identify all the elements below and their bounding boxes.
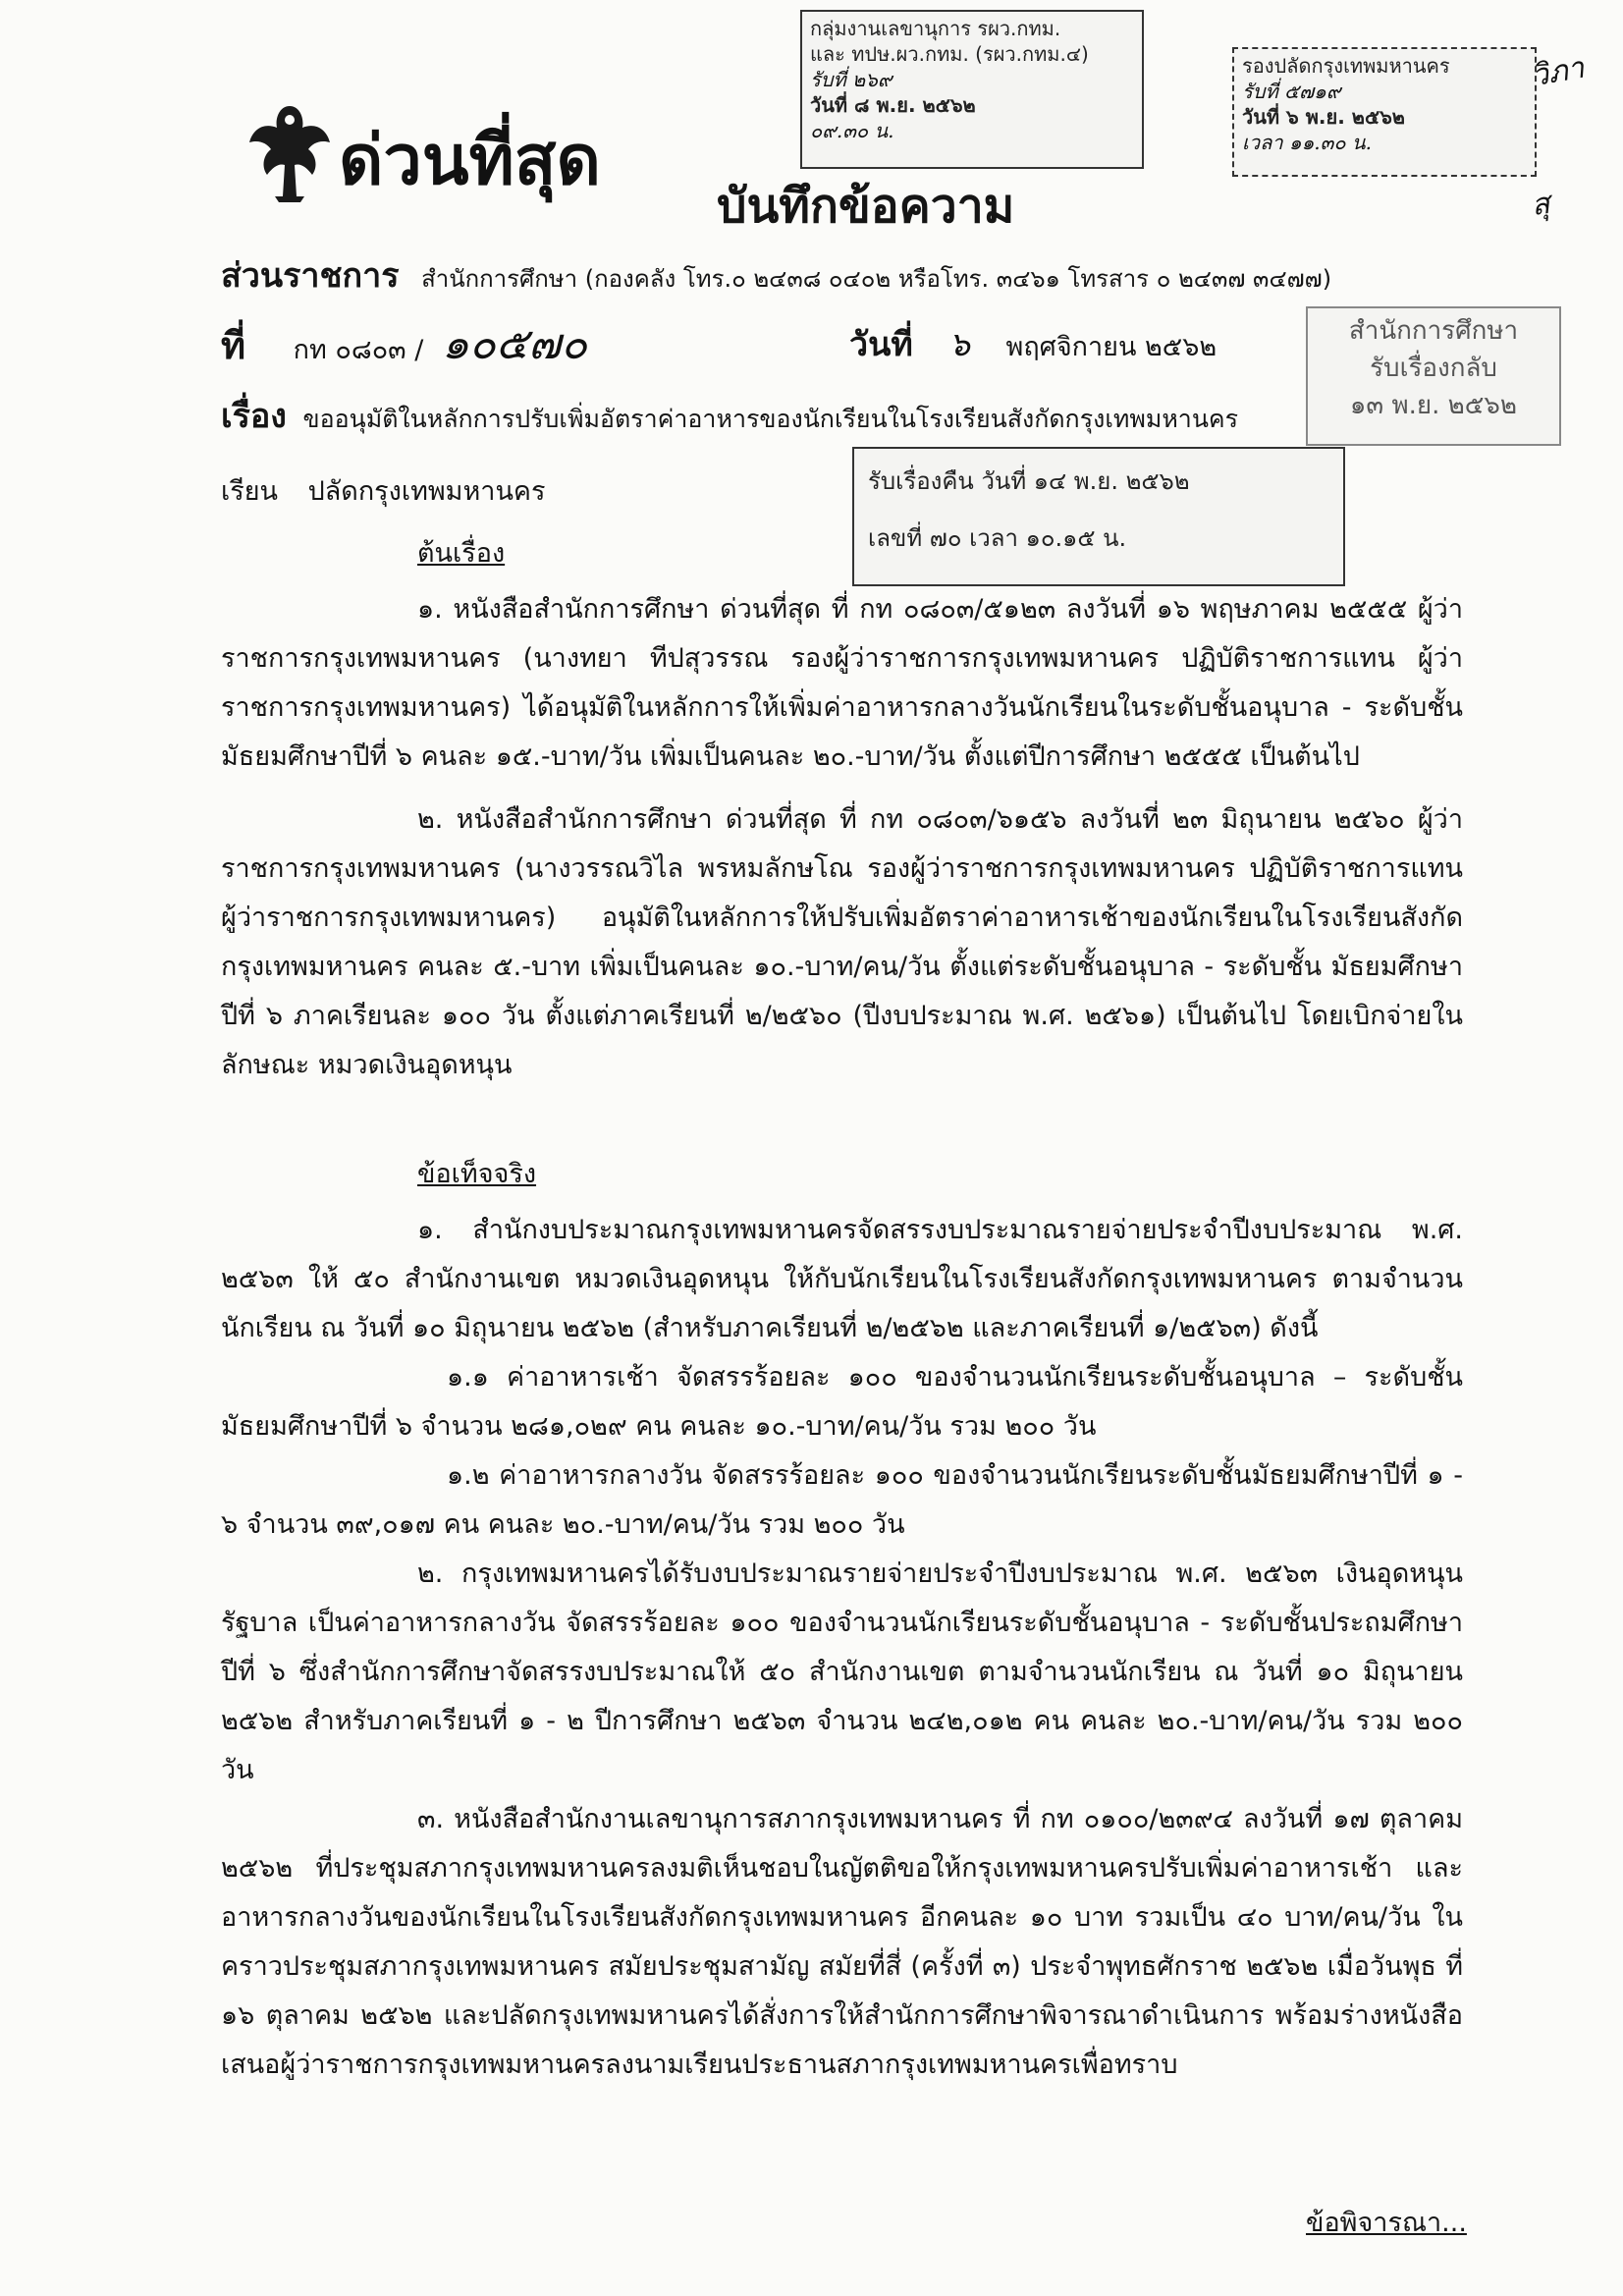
stamp-line: วันที่ ๖ พ.ย. ๒๕๖๒ bbox=[1242, 105, 1405, 129]
stamp-line: รับเรื่องกลับ bbox=[1370, 354, 1497, 383]
stamp-line: ๐๙.๓๐ น. bbox=[810, 119, 894, 142]
stamp-line: เลขที่ ๗๐ เวลา ๑๐.๑๕ น. bbox=[868, 524, 1127, 552]
facts-paragraph-3: ๓. หนังสือสำนักงานเลขานุการสภากรุงเทพมหานคร ที่ กท ๐๑๐๐/๒๓๙๔ ลงวันที่ ๑๗ ตุลาคม ๒๕๖๒ ที่ประชุมสภากรุงเทพมหานครลงมติเห็นชอบในญัตติขอให้กรุงเทพมหานครปรับเพิ่มค่าอาหารเช้า และอาหารกลางวันของนักเรียนในโรงเรียนสังกัดกรุงเทพมหานคร อีกคนละ ๑๐ บาท รวมเป็น ๔๐ บาท/คน/วัน ในคราวประชุมสภากรุงเทพมหานคร สมัยประชุมสามัญ สมัยที่สี่ (ครั้งที่ ๓) ประจำพุทธศักราช ๒๕๖๒ เมื่อวันพุธ ที่ ๑๖ ตุลาคม ๒๕๖๒ และปลัดกรุงเทพมหานครได้สั่งการให้สำนักการศึกษาพิจารณาดำเนินการ พร้อมร่างหนังสือ เสนอผู้ว่าราชการกรุงเทพมหานครลงนามเรียนประธานสภากรุงเทพมหานครเพื่อทราบ bbox=[221, 1804, 1463, 2080]
background-paragraph-1: ๑. หนังสือสำนักการศึกษา ด่วนที่สุด ที่ กท ๐๘๐๓/๕๑๒๓ ลงวันที่ ๑๖ พฤษภาคม ๒๕๕๕ ผู้ว่าราชการกรุงเทพมหานคร (นางทยา ทีปสุวรรณ รองผู้ว่าราชการกรุงเทพมหานคร ปฏิบัติราชการแทน ผู้ว่าราชการกรุงเทพมหานคร) ได้อนุมัติในหลักการให้เพิ่มค่าอาหารกลางวันนักเรียนในระดับชั้นอนุบาล - ระดับชั้นมัธยมศึกษาปีที่ ๖ คนละ ๑๕.-บาท/วัน เพิ่มเป็นคนละ ๒๐.-บาท/วัน ตั้งแต่ปีการศึกษา ๒๕๕๕ เป็นต้นไป bbox=[221, 594, 1463, 772]
stamp-line: รับเรื่องคืน วันที่ ๑๔ พ.ย. ๒๕๖๒ bbox=[868, 467, 1190, 495]
subject-value: ขออนุมัติในหลักการปรับเพิ่มอัตราค่าอาหารของนักเรียนในโรงเรียนสังกัดกรุงเทพมหานคร bbox=[302, 405, 1239, 433]
background-paragraph-2: ๒. หนังสือสำนักการศึกษา ด่วนที่สุด ที่ กท ๐๘๐๓/๖๑๕๖ ลงวันที่ ๒๓ มิถุนายน ๒๕๖๐ ผู้ว่าราชการกรุงเทพมหานคร (นางวรรณวิไล พรหมลักษโณ รองผู้ว่าราชการกรุงเทพมหานคร ปฏิบัติราชการแทน ผู้ว่าราชการกรุงเทพมหานคร) อนุมัติในหลักการให้ปรับเพิ่มอัตราค่าอาหารเช้าของนักเรียนในโรงเรียนสังกัด กรุงเทพมหานคร คนละ ๕.-บาท เพิ่มเป็นคนละ ๑๐.-บาท/คน/วัน ตั้งแต่ระดับชั้นอนุบาล - ระดับชั้น มัธยมศึกษาปีที่ ๖ ภาคเรียนละ ๑๐๐ วัน ตั้งแต่ภาคเรียนที่ ๒/๒๕๖๐ (ปีงบประมาณ พ.ศ. ๒๕๖๑) เป็นต้นไป โดยเบิกจ่ายในลักษณะ หมวดเงินอุดหนุน bbox=[221, 804, 1463, 1080]
reference-number-handwritten: ๑๐๕๗๐ bbox=[441, 319, 587, 369]
urgency-label: ด่วนที่สุด bbox=[339, 119, 601, 200]
reference-value: กท ๐๘๐๓ / bbox=[293, 335, 424, 365]
date-day-handwritten: ๖ bbox=[948, 325, 970, 364]
facts-paragraph-1-1: ๑.๑ ค่าอาหารเช้า จัดสรรร้อยละ ๑๐๐ ของจำนวนนักเรียนระดับชั้นอนุบาล – ระดับชั้น มัธยมศึกษาปีที่ ๖ จำนวน ๒๘๑,๐๒๙ คน คนละ ๑๐.-บาท/คน/วัน รวม ๒๐๐ วัน bbox=[221, 1362, 1463, 1442]
stamp-line: เวลา ๑๑.๓๐ น. bbox=[1242, 131, 1372, 154]
facts-paragraph-1: ๑. สำนักงบประมาณกรุงเทพมหานครจัดสรรงบประมาณรายจ่ายประจำปีงบประมาณ พ.ศ. ๒๕๖๓ ให้ ๕๐ สำนักงานเขต หมวดเงินอุดหนุน ให้กับนักเรียนในโรงเรียนสังกัดกรุงเทพมหานคร ตามจำนวนนักเรียน ณ วันที่ ๑๐ มิถุนายน ๒๕๖๒ (สำหรับภาคเรียนที่ ๒/๒๕๖๒ และภาคเรียนที่ ๑/๒๕๖๓) ดังนี้ bbox=[221, 1215, 1463, 1343]
subject-label: เรื่อง bbox=[221, 397, 287, 436]
stamp-line: รองปลัดกรุงเทพมหานคร bbox=[1242, 54, 1450, 78]
reference-row bbox=[221, 319, 587, 369]
agency-value: สำนักการศึกษา (กองคลัง โทร.๐ ๒๔๓๘ ๐๔๐๒ หรือโทร. ๓๔๖๑ โทรสาร ๐ ๒๔๓๗ ๓๔๗๗) bbox=[421, 265, 1332, 293]
background-heading: ต้นเรื่อง bbox=[417, 538, 506, 569]
facts-paragraph-1-2: ๑.๒ ค่าอาหารกลางวัน จัดสรรร้อยละ ๑๐๐ ของจำนวนนักเรียนระดับชั้นมัธยมศึกษาปีที่ ๑ - ๖ จำนวน ๓๙,๐๑๗ คน คนละ ๒๐.-บาท/คน/วัน รวม ๒๐๐ วัน bbox=[221, 1460, 1463, 1540]
stamp-education-office-return bbox=[1306, 306, 1561, 446]
stamp-line: ๑๓ พ.ย. ๒๕๖๒ bbox=[1349, 391, 1518, 420]
signature-initial-right: สุ bbox=[1529, 186, 1552, 224]
stamp-line: กลุ่มงานเลขานุการ รผว.กทม. bbox=[810, 17, 1061, 40]
stamp-line: และ ทปษ.ผว.กทม. (รผว.กทม.๔) bbox=[810, 42, 1089, 66]
salutation-value: ปลัดกรุงเทพมหานคร bbox=[307, 476, 546, 507]
stamp-line: รับที่ ๕๗๑๙ bbox=[1242, 80, 1341, 103]
date-row bbox=[849, 325, 1217, 364]
stamp-line: รับที่ ๒๖๙ bbox=[810, 68, 893, 91]
date-label: วันที่ bbox=[849, 325, 913, 364]
salutation-row bbox=[221, 476, 545, 508]
signature-initial-top: วิภา bbox=[1529, 50, 1588, 94]
stamp-secretariat bbox=[800, 10, 1144, 169]
stamp-line: วันที่ ๘ พ.ย. ๒๕๖๒ bbox=[810, 93, 976, 117]
stamp-deputy-permanent-secretary bbox=[1232, 47, 1537, 177]
facts-section bbox=[221, 1206, 1463, 2090]
garuda-emblem bbox=[245, 98, 334, 206]
reference-label: ที่ bbox=[221, 324, 246, 367]
continuation-marker: ข้อพิจารณา... bbox=[1306, 2208, 1467, 2238]
stamp-receipt-return bbox=[852, 447, 1345, 586]
agency-row bbox=[221, 256, 1332, 296]
agency-label: ส่วนราชการ bbox=[221, 256, 400, 296]
facts-heading: ข้อเท็จจริง bbox=[417, 1159, 537, 1189]
date-value: พฤศจิกายน ๒๕๖๒ bbox=[1005, 332, 1217, 362]
background-section bbox=[221, 585, 1463, 1090]
stamp-line: สำนักการศึกษา bbox=[1348, 316, 1519, 346]
subject-row bbox=[221, 397, 1239, 436]
salutation-label: เรียน bbox=[221, 476, 279, 507]
document-title: บันทึกข้อความ bbox=[717, 179, 1015, 234]
facts-paragraph-2: ๒. กรุงเทพมหานครได้รับงบประมาณรายจ่ายประจำปีงบประมาณ พ.ศ. ๒๕๖๓ เงินอุดหนุนรัฐบาล เป็นค่าอาหารกลางวัน จัดสรรร้อยละ ๑๐๐ ของจำนวนนักเรียนระดับชั้นอนุบาล - ระดับชั้นประถมศึกษาปีที่ ๖ ซึ่งสำนักการศึกษาจัดสรรงบประมาณให้ ๕๐ สำนักงานเขต ตามจำนวนนักเรียน ณ วันที่ ๑๐ มิถุนายน ๒๕๖๒ สำหรับภาคเรียนที่ ๑ - ๒ ปีการศึกษา ๒๕๖๓ จำนวน ๒๔๒,๐๑๒ คน คนละ ๒๐.-บาท/คน/วัน รวม ๒๐๐ วัน bbox=[221, 1558, 1463, 1785]
